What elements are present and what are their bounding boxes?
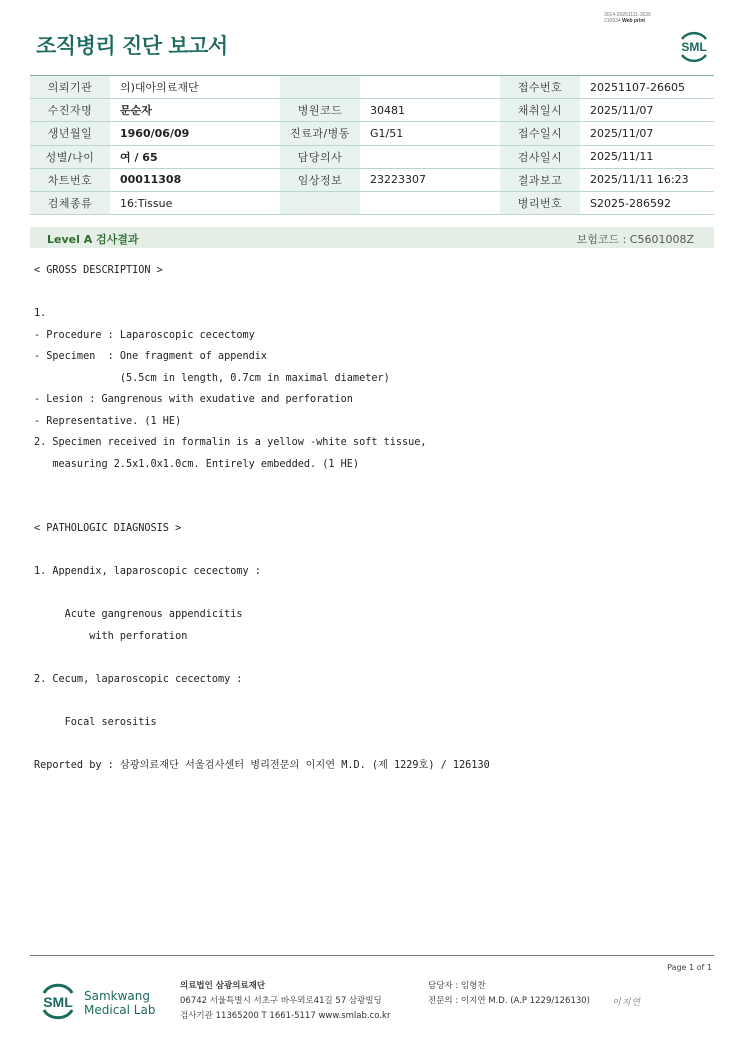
report-line: 2. Specimen received in formalin is a yellow -white soft tissue, (34, 437, 427, 448)
info-label: 검체종류 (30, 191, 110, 214)
specialist-signature: 이지연 (612, 998, 642, 1008)
report-line: Reported by : 삼광의료재단 서울검사센터 병리전문의 이지연 M.D. (제 1229호) / 126130 (34, 759, 490, 771)
info-label: 결과보고 (500, 168, 580, 191)
report-line: Focal serositis (34, 716, 157, 728)
report-line: - Lesion : Gangrenous with exudative and perforation (34, 394, 353, 405)
brand-name-line1: Samkwang (84, 989, 150, 1003)
info-row (30, 168, 714, 191)
report-line (34, 690, 724, 712)
page-number: Page 1 of 1 (667, 963, 712, 972)
brand-name-line2: Medical Lab (84, 1003, 156, 1017)
info-label: 진료과/병동 (280, 122, 360, 145)
document-code (604, 12, 651, 24)
info-value: 의)대아의료재단 (110, 76, 280, 99)
sml-footer-logo-text: SML (43, 994, 73, 1010)
report-line (34, 540, 724, 562)
info-label (280, 191, 360, 214)
report-line: measuring 2.5x1.0x1.0cm. Entirely embedded. (1 HE) (34, 458, 360, 470)
report-line (34, 282, 724, 304)
info-value: 16:Tissue (110, 191, 280, 214)
footer-specialist: 전문의 : 이지연 M.D. (A.P 1229/126130) (428, 996, 590, 1006)
result-level-title: Level A 검사결과 (47, 233, 139, 246)
report-line: Acute gangrenous appendicitis (34, 609, 243, 620)
info-value: G1/51 (360, 122, 500, 145)
footer-divider (30, 955, 714, 956)
footer-contact: 검사기관 11365200 T 1661-5117 www.smlab.co.kr (180, 1011, 391, 1021)
insurance-code: 보험코드 : C5601008Z (576, 233, 694, 246)
info-value (360, 145, 500, 168)
footer-org-info (180, 979, 390, 1024)
result-header-bar (30, 227, 714, 248)
report-line: < GROSS DESCRIPTION > (34, 265, 163, 276)
sml-logo-icon (674, 27, 714, 65)
info-label: 생년월일 (30, 122, 110, 145)
info-row (30, 122, 714, 145)
info-value: 00011308 (110, 168, 280, 191)
report-line: 1. (34, 308, 47, 319)
info-value: 2025/11/11 16:23 (580, 168, 714, 191)
info-row (30, 145, 714, 168)
info-value (360, 76, 500, 99)
footer-staff-info (428, 979, 590, 1009)
report-line (34, 647, 724, 669)
info-value: 2025/11/07 (580, 99, 714, 122)
info-label (280, 76, 360, 99)
info-row (30, 99, 714, 122)
info-value: 20251107-26605 (580, 76, 714, 99)
report-line: (5.5cm in length, 0.7cm in maximal diameter) (34, 372, 390, 384)
info-value: 1960/06/09 (110, 122, 280, 145)
report-body (34, 260, 724, 776)
info-label: 담당의사 (280, 145, 360, 168)
document-code-line2 (604, 18, 651, 24)
info-value (360, 191, 500, 214)
info-row (30, 76, 714, 99)
sml-logo-text: SML (681, 40, 707, 54)
info-label: 성별/나이 (30, 145, 110, 168)
page-title: 조직병리 진단 보고서 (36, 34, 228, 58)
report-line: - Specimen : One fragment of appendix (34, 351, 268, 362)
info-value: 23223307 (360, 168, 500, 191)
report-line: 2. Cecum, laparoscopic cecectomy : (34, 673, 243, 685)
footer-address: 06742 서울특별시 서초구 바우뫼로41길 57 삼광빌딩 (180, 996, 382, 1006)
document-code-line1: 3014-20251111-1639 (604, 12, 651, 18)
report-line: 1. Appendix, laparoscopic cecectomy : (34, 566, 261, 577)
info-label: 병원코드 (280, 99, 360, 122)
report-line (34, 497, 724, 519)
document-code-id: 210034 (604, 18, 621, 24)
report-line (34, 475, 724, 497)
info-label: 검사일시 (500, 145, 580, 168)
info-value: 2025/11/07 (580, 122, 714, 145)
web-print-tag: Web print (622, 18, 646, 24)
brand-name (84, 989, 155, 1017)
info-label: 임상정보 (280, 168, 360, 191)
info-label: 수진자명 (30, 99, 110, 122)
sml-footer-logo-icon (36, 980, 80, 1022)
info-label: 접수번호 (500, 76, 580, 99)
report-line: - Representative. (1 HE) (34, 415, 182, 427)
report-line (34, 733, 724, 755)
report-line: - Procedure : Laparoscopic cecectomy (34, 329, 255, 341)
info-label: 채취일시 (500, 99, 580, 122)
report-line: with perforation (34, 630, 188, 642)
info-value: S2025-286592 (580, 191, 714, 214)
info-value: 2025/11/11 (580, 145, 714, 168)
info-value: 문순자 (110, 99, 280, 122)
info-label: 차트번호 (30, 168, 110, 191)
footer-org-name: 의료법인 삼광의료재단 (180, 981, 266, 991)
info-value: 여 / 65 (110, 145, 280, 168)
patient-info-table (30, 75, 714, 215)
report-line (34, 583, 724, 605)
info-label: 병리번호 (500, 191, 580, 214)
info-row (30, 191, 714, 214)
info-label: 의뢰기관 (30, 76, 110, 99)
report-line: < PATHOLOGIC DIAGNOSIS > (34, 523, 182, 534)
info-value: 30481 (360, 99, 500, 122)
info-label: 접수일시 (500, 122, 580, 145)
footer-manager: 담당자 : 임형찬 (428, 981, 486, 991)
